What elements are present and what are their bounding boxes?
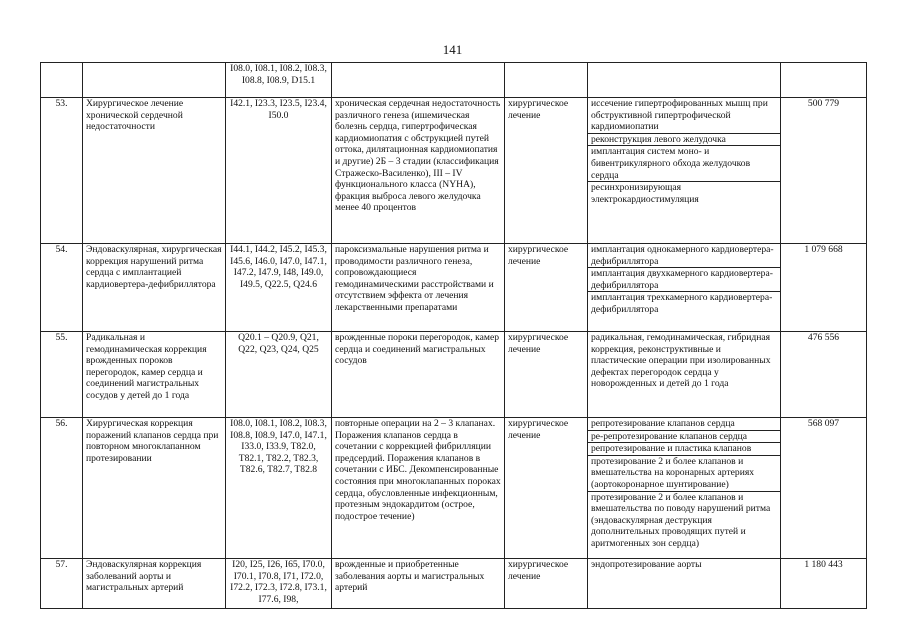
method-item: имплантация систем моно- и бивентрикулярного обхода желудочков сердца	[588, 146, 780, 182]
method-item: ресинхронизирующая электрокардиостимуляция	[591, 182, 699, 205]
row-cost: 568 097	[781, 418, 867, 559]
row-methods	[588, 559, 781, 609]
page-number: 141	[442, 42, 463, 57]
method-item: иссечение гипертрофированных мышц при обструктивной гипертрофической кардиомиопатии	[588, 98, 780, 134]
table-row	[41, 559, 867, 609]
row-methods	[588, 98, 781, 244]
row-model: врожденные пороки перегородок, камер сердца и соединений магистральных сосудов	[332, 332, 505, 418]
row-treatment: хирургическое лечение	[505, 418, 588, 559]
method-item: эндопротезирование аорты	[591, 559, 702, 570]
row-codes: I44.1, I44.2, I45.2, I45.3, I45.6, I46.0, I47.0, I47.1, I47.2, I47.9, I48, I49.0, I49.5, Q22.5, Q24.6	[226, 244, 332, 332]
table-row	[41, 63, 867, 98]
method-item: ре-репротезирование клапанов сердца	[588, 431, 780, 444]
row-cost	[781, 63, 867, 98]
table-row	[41, 244, 867, 332]
row-name: Радикальная и гемодинамическая коррекция врожденных пороков перегородок, камер сердца и соединений магистральных сосудов у детей до 1 года	[83, 332, 226, 418]
row-codes: I20, I25, I26, I65, I70.0, I70.1, I70.8, I71, I72.0, I72.2, I72.3, I72.8, I73.1, I77.6, I98,	[226, 559, 332, 609]
row-number: 56.	[41, 418, 83, 559]
row-treatment: хирургическое лечение	[505, 98, 588, 244]
row-name	[83, 63, 226, 98]
row-model	[332, 63, 505, 98]
method-item: репротезирование клапанов сердца	[588, 418, 780, 431]
method-item: реконструкция левого желудочка	[588, 134, 780, 147]
row-name: Эндоваскулярная коррекция заболеваний аорты и магистральных артерий	[83, 559, 226, 609]
row-number	[41, 63, 83, 98]
method-item: радикальная, гемодинамическая, гибридная коррекция, реконструктивные и пластические операции при изолированных дефектах перегородок сердца у новорожденных и детей до 1 года	[591, 332, 771, 390]
row-number: 54.	[41, 244, 83, 332]
row-name: Хирургическое лечение хронической сердечной недостаточности	[83, 98, 226, 244]
method-item: имплантация однокамерного кардиовертера-дефибриллятора	[588, 244, 780, 268]
table-row	[41, 332, 867, 418]
row-treatment: хирургическое лечение	[505, 244, 588, 332]
row-cost: 1 079 668	[781, 244, 867, 332]
method-item: протезирование 2 и более клапанов и вмешательства на коронарных артериях (аортокоронарное шунтирование)	[588, 456, 780, 492]
row-model: пароксизмальные нарушения ритма и проводимости различного генеза, сопровождающиеся гемодинамическими расстройствами и отсутствием эффекта от лечения лекарственными препаратами	[332, 244, 505, 332]
row-treatment: хирургическое лечение	[505, 559, 588, 609]
row-cost: 500 779	[781, 98, 867, 244]
row-methods	[588, 418, 781, 559]
row-codes: I08.0, I08.1, I08.2, I08.3, I08.8, I08.9, I47.0, I47.1, I33.0, I33.9, T82.0, T82.1, T82.2, T82.3, T82.6, T82.7, T82.8	[226, 418, 332, 559]
row-cost: 1 180 443	[781, 559, 867, 609]
row-treatment: хирургическое лечение	[505, 332, 588, 418]
row-codes: I42.1, I23.3, I23.5, I23.4, I50.0	[226, 98, 332, 244]
row-number: 57.	[41, 559, 83, 609]
row-number: 55.	[41, 332, 83, 418]
row-name: Эндоваскулярная, хирургическая коррекция нарушений ритма сердца с имплантацией кардиовертера-дефибриллятора	[83, 244, 226, 332]
method-item: протезирование 2 и более клапанов и вмешательства по поводу нарушений ритма (эндоваскулярная деструкция дополнительных проводящих путей и аритмогенных зон сердца)	[591, 491, 771, 549]
row-methods	[588, 244, 781, 332]
row-treatment	[505, 63, 588, 98]
row-model: врожденные и приобретенные заболевания аорты и магистральных артерий	[332, 559, 505, 609]
row-methods	[588, 332, 781, 418]
table-row	[41, 418, 867, 559]
method-item: репротезирование и пластика клапанов	[588, 443, 780, 456]
row-number: 53.	[41, 98, 83, 244]
services-table	[40, 62, 867, 609]
method-item: имплантация трехкамерного кардиовертера-дефибриллятора	[591, 292, 773, 315]
table-row	[41, 98, 867, 244]
row-name: Хирургическая коррекция поражений клапанов сердца при повторном многоклапанном протезировании	[83, 418, 226, 559]
row-codes: I08.0, I08.1, I08.2, I08.3, I08.8, I08.9, D15.1	[226, 63, 332, 98]
row-codes: Q20.1 – Q20.9, Q21, Q22, Q23, Q24, Q25	[226, 332, 332, 418]
row-model: повторные операции на 2 – 3 клапанах. Поражения клапанов сердца в сочетании с коррекцией фибрилляции предсердий. Поражения клапанов в сочетании с ИБС. Декомпенсированные состояния при многоклапанных пороках сердца, обусловленные инфекционным, протезным эндокардитом (острое, подострое течение)	[332, 418, 505, 559]
row-model: хроническая сердечная недостаточность различного генеза (ишемическая болезнь сердца, гипертрофическая кардиомиопатия с обструкцией путей оттока, дилятационная кардиомиопатия и другие) 2Б – 3 стадии (классификация Стражеско-Василенко), III – IV функционального класса (NYHA), фракция выброса левого желудочка менее 40 процентов	[332, 98, 505, 244]
row-methods	[588, 63, 781, 98]
row-cost: 476 556	[781, 332, 867, 418]
method-item: имплантация двухкамерного кардиовертера-дефибриллятора	[588, 268, 780, 292]
